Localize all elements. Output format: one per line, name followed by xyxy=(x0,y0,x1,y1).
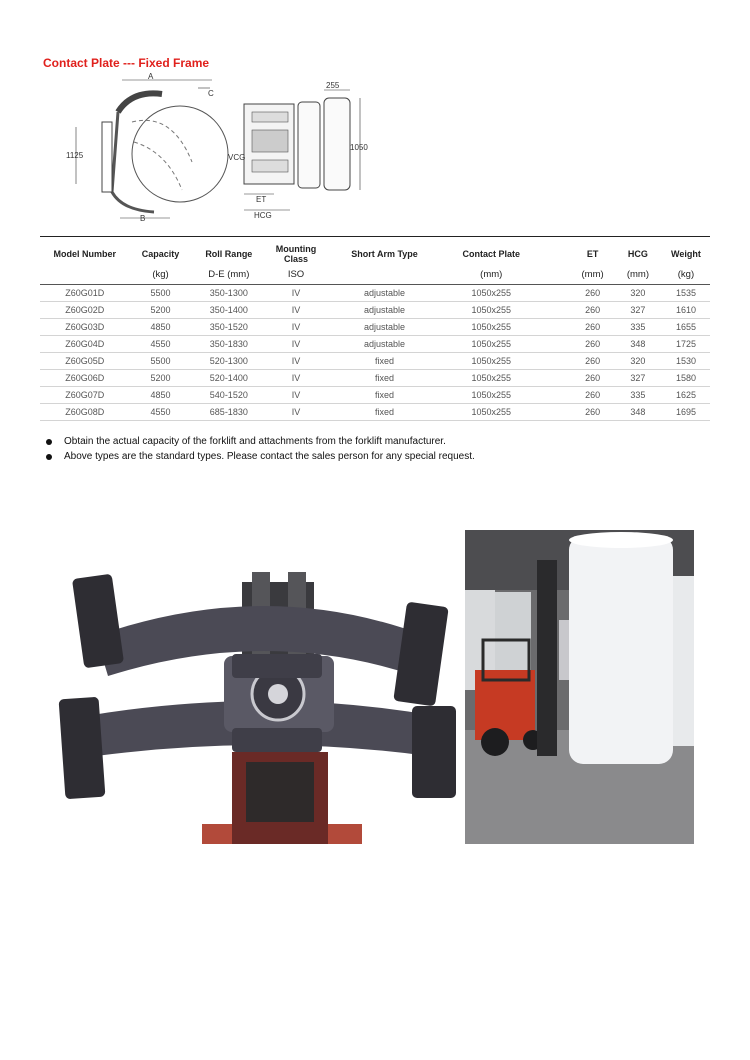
cell-hcg: 335 xyxy=(614,319,662,336)
unit-weight: (kg) xyxy=(662,267,710,285)
header-contact-plate: Contact Plate xyxy=(443,237,539,268)
cell-short-arm: adjustable xyxy=(326,285,443,302)
dim-c-label: C xyxy=(208,89,214,98)
cell-short-arm: adjustable xyxy=(326,319,443,336)
cell-model: Z60G07D xyxy=(40,387,130,404)
cell-contact-plate: 1050x255 xyxy=(443,336,539,353)
unit-roll-range: D-E (mm) xyxy=(191,267,266,285)
table-row xyxy=(40,353,710,370)
dimension-diagram xyxy=(62,72,382,222)
table-row xyxy=(40,319,710,336)
dim-1125-label: 1125 xyxy=(66,151,84,160)
cell-et: 260 xyxy=(571,404,614,421)
cell-short-arm: fixed xyxy=(326,353,443,370)
cell-roll-range: 350-1300 xyxy=(191,285,266,302)
cell-mounting-class: IV xyxy=(266,404,326,421)
unit-et: (mm) xyxy=(571,267,614,285)
cell-roll-range: 520-1300 xyxy=(191,353,266,370)
cell-hcg: 335 xyxy=(614,387,662,404)
table-row xyxy=(40,285,710,302)
cell-contact-plate: 1050x255 xyxy=(443,302,539,319)
cell-short-arm: adjustable xyxy=(326,302,443,319)
cell-model: Z60G02D xyxy=(40,302,130,319)
header-model: Model Number xyxy=(40,237,130,268)
dim-b-label: B xyxy=(140,214,146,222)
cell-weight: 1530 xyxy=(662,353,710,370)
unit-contact-plate: (mm) xyxy=(443,267,539,285)
bullet-icon xyxy=(46,439,52,445)
cell-capacity: 4850 xyxy=(130,387,192,404)
cell-weight: 1580 xyxy=(662,370,710,387)
bullet-icon xyxy=(46,454,52,460)
cell-short-arm: adjustable xyxy=(326,336,443,353)
cell-roll-range: 350-1520 xyxy=(191,319,266,336)
header-roll-range: Roll Range xyxy=(191,237,266,268)
cell-hcg: 348 xyxy=(614,336,662,353)
cell-weight: 1725 xyxy=(662,336,710,353)
header-et: ET xyxy=(571,237,614,268)
dim-et-label: ET xyxy=(256,195,267,204)
cell-model: Z60G03D xyxy=(40,319,130,336)
cell-hcg: 327 xyxy=(614,370,662,387)
dim-a-label: A xyxy=(148,72,154,81)
table-row xyxy=(40,336,710,353)
cell-hcg: 348 xyxy=(614,404,662,421)
section-title: Contact Plate --- Fixed Frame xyxy=(43,56,210,70)
cell-mounting-class: IV xyxy=(266,353,326,370)
cell-capacity: 4550 xyxy=(130,404,192,421)
cell-et: 260 xyxy=(571,302,614,319)
cell-mounting-class: IV xyxy=(266,370,326,387)
cell-weight: 1610 xyxy=(662,302,710,319)
dim-hcg-label: HCG xyxy=(254,211,272,220)
cell-contact-plate: 1050x255 xyxy=(443,370,539,387)
cell-contact-plate: 1050x255 xyxy=(443,285,539,302)
note-text: Above types are the standard types. Please contact the sales person for any special request. xyxy=(64,451,475,462)
cell-et: 260 xyxy=(571,336,614,353)
cell-model: Z60G08D xyxy=(40,404,130,421)
cell-weight: 1625 xyxy=(662,387,710,404)
table-row xyxy=(40,302,710,319)
cell-capacity: 5500 xyxy=(130,285,192,302)
cell-et: 260 xyxy=(571,353,614,370)
cell-roll-range: 685-1830 xyxy=(191,404,266,421)
cell-weight: 1695 xyxy=(662,404,710,421)
dim-vcg-label: VCG xyxy=(228,153,246,162)
cell-mounting-class: IV xyxy=(266,285,326,302)
spec-table xyxy=(40,236,710,421)
header-hcg: HCG xyxy=(614,237,662,268)
cell-weight: 1535 xyxy=(662,285,710,302)
unit-mounting-class: ISO xyxy=(266,267,326,285)
cell-et: 260 xyxy=(571,387,614,404)
unit-hcg: (mm) xyxy=(614,267,662,285)
cell-roll-range: 540-1520 xyxy=(191,387,266,404)
cell-contact-plate: 1050x255 xyxy=(443,319,539,336)
note-item xyxy=(46,449,475,464)
table-row xyxy=(40,387,710,404)
cell-mounting-class: IV xyxy=(266,387,326,404)
cell-capacity: 4850 xyxy=(130,319,192,336)
table-row xyxy=(40,404,710,421)
cell-et: 260 xyxy=(571,285,614,302)
cell-model: Z60G01D xyxy=(40,285,130,302)
header-capacity: Capacity xyxy=(130,237,192,268)
note-text: Obtain the actual capacity of the forklift and attachments from the forklift manufacturer. xyxy=(64,436,446,447)
cell-hcg: 320 xyxy=(614,353,662,370)
cell-capacity: 4550 xyxy=(130,336,192,353)
cell-et: 260 xyxy=(571,370,614,387)
dim-1050-label: 1050 xyxy=(350,143,368,152)
cell-mounting-class: IV xyxy=(266,336,326,353)
cell-capacity: 5200 xyxy=(130,370,192,387)
forklift-paper-roll-photo xyxy=(465,530,694,844)
cell-hcg: 320 xyxy=(614,285,662,302)
cell-model: Z60G04D xyxy=(40,336,130,353)
cell-contact-plate: 1050x255 xyxy=(443,387,539,404)
cell-contact-plate: 1050x255 xyxy=(443,404,539,421)
note-item xyxy=(46,434,475,449)
cell-capacity: 5500 xyxy=(130,353,192,370)
cell-short-arm: fixed xyxy=(326,387,443,404)
cell-contact-plate: 1050x255 xyxy=(443,353,539,370)
table-row xyxy=(40,370,710,387)
header-mounting-class: Mounting Class xyxy=(266,237,326,268)
dim-255-label: 255 xyxy=(326,81,340,90)
unit-capacity: (kg) xyxy=(130,267,192,285)
clamp-attachment-photo xyxy=(56,566,460,844)
cell-model: Z60G05D xyxy=(40,353,130,370)
cell-hcg: 327 xyxy=(614,302,662,319)
cell-mounting-class: IV xyxy=(266,319,326,336)
cell-capacity: 5200 xyxy=(130,302,192,319)
header-short-arm: Short Arm Type xyxy=(326,237,443,268)
cell-model: Z60G06D xyxy=(40,370,130,387)
notes-list xyxy=(46,434,475,464)
cell-short-arm: fixed xyxy=(326,404,443,421)
cell-roll-range: 350-1830 xyxy=(191,336,266,353)
cell-short-arm: fixed xyxy=(326,370,443,387)
cell-weight: 1655 xyxy=(662,319,710,336)
cell-roll-range: 350-1400 xyxy=(191,302,266,319)
cell-et: 260 xyxy=(571,319,614,336)
cell-roll-range: 520-1400 xyxy=(191,370,266,387)
header-weight: Weight xyxy=(662,237,710,268)
cell-mounting-class: IV xyxy=(266,302,326,319)
